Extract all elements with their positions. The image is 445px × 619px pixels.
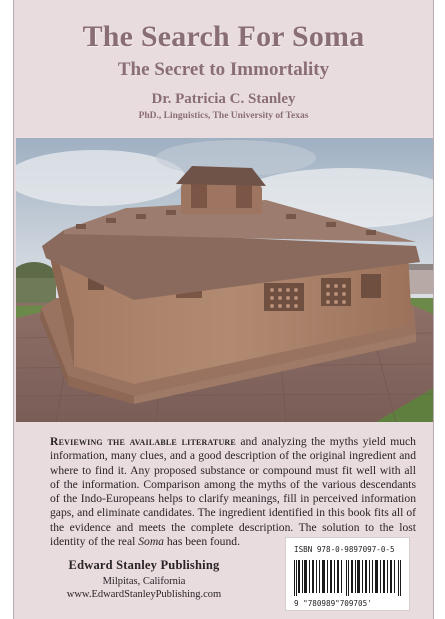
blurb-tail: has been found. bbox=[163, 535, 240, 549]
publisher-url: www.EdwardStanleyPublishing.com bbox=[66, 589, 222, 600]
blurb-lead: Reviewing the available literature bbox=[50, 435, 236, 448]
temple-photo-illustration bbox=[16, 138, 433, 422]
book-blurb bbox=[50, 435, 416, 549]
blurb-italic-word: Soma bbox=[138, 535, 164, 549]
isbn-label: ISBN 978-0-9897097-0-5 bbox=[294, 545, 395, 554]
publisher-city: Milpitas, California bbox=[102, 576, 186, 587]
book-subtitle: The Secret to Immortality bbox=[117, 59, 330, 80]
barcode-digits: 9 "780989"709705' bbox=[294, 599, 372, 608]
blurb-body: and analyzing the myths yield much information, many clues, and a good description of the original ingredient and where to find it. Any proposed substance or compound must fit well with all of the information. Comparison among the myths of the various descendants of the Indo-Europeans helps to clarify meanings, fill in perceived information gaps, and eliminate candidates. The ingredient identified in this book fits all of the evidence and meets the complete description. The solution to the lost identity of the real bbox=[50, 435, 416, 549]
author-credentials: PhD., Linguistics, The University of Texas bbox=[138, 111, 309, 121]
publisher-block bbox=[54, 558, 234, 600]
barcode-bars bbox=[294, 560, 402, 596]
publisher-name: Edward Stanley Publishing bbox=[68, 558, 220, 572]
book-title: The Search For Soma bbox=[82, 20, 365, 53]
isbn-barcode bbox=[285, 537, 410, 611]
author-name: Dr. Patricia C. Stanley bbox=[151, 91, 296, 107]
back-cover bbox=[13, 0, 434, 619]
temple-photo bbox=[16, 138, 433, 422]
